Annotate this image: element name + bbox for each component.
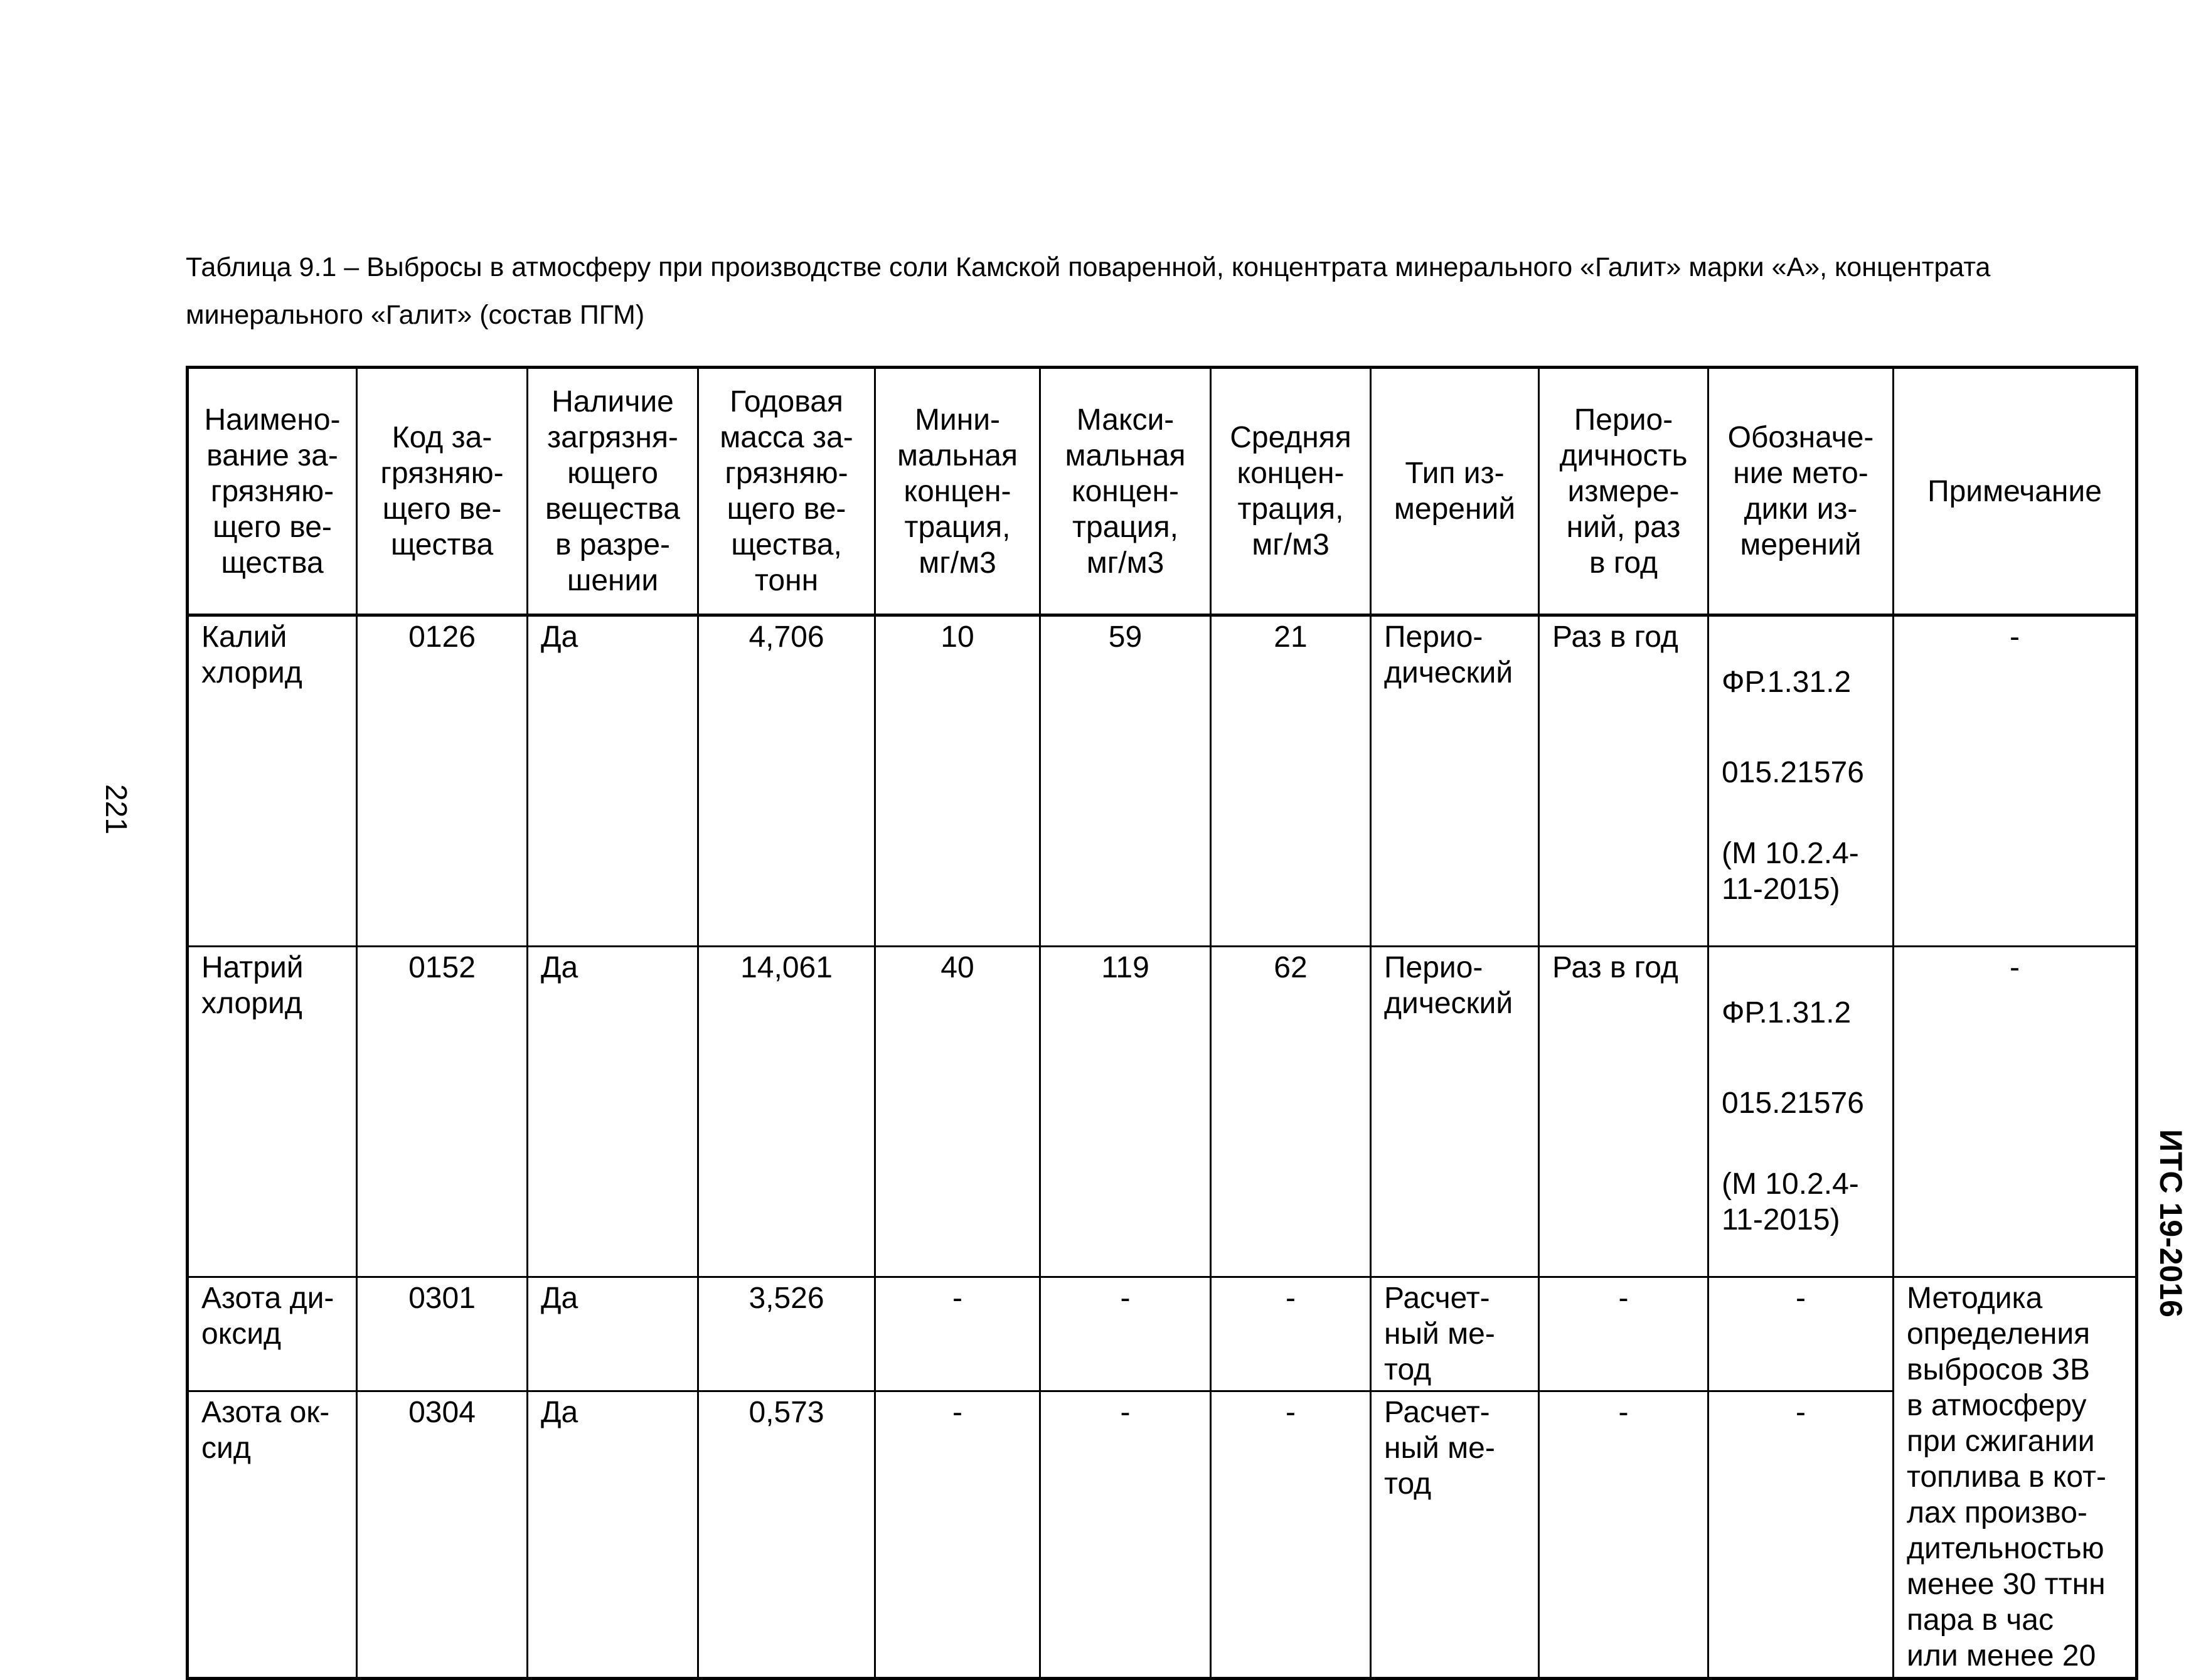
- measurement-period: Раз в год: [1539, 615, 1708, 947]
- min-concentration: -: [875, 1391, 1040, 1679]
- header-cell: Макси- мальная концен- трация, мг/м3: [1040, 368, 1211, 615]
- avg-concentration: 62: [1211, 947, 1371, 1277]
- substance-name: Натрий хлорид: [188, 947, 357, 1277]
- header-cell: Наличие загрязня- ющего вещества в разре- шении: [528, 368, 698, 615]
- max-concentration: 119: [1040, 947, 1211, 1277]
- method-designation: [1708, 947, 1894, 1277]
- table-row: [188, 947, 2137, 1277]
- header-cell: Обозначе- ние мето- дики из- мерений: [1708, 368, 1894, 615]
- substance-name: Калий хлорид: [188, 615, 357, 947]
- page-number: 221: [99, 784, 132, 835]
- header-row: [188, 368, 2137, 615]
- annual-mass: 0,573: [698, 1391, 875, 1679]
- emissions-table: [186, 366, 2138, 1680]
- substance-name: Азота ди- оксид: [188, 1277, 357, 1391]
- shared-note: Методика определения выбросов ЗВ в атмосферу при сжигании топлива в кот- лах произво- дительностью менее 30 ттнн пара в час или менее 20: [1894, 1277, 2137, 1679]
- permit-status: Да: [528, 1391, 698, 1679]
- avg-concentration: -: [1211, 1277, 1371, 1391]
- annual-mass: 14,061: [698, 947, 875, 1277]
- substance-name: Азота ок- сид: [188, 1391, 357, 1679]
- substance-code: 0126: [357, 615, 528, 947]
- header-cell: Тип из- мерений: [1371, 368, 1539, 615]
- method-line: 015.21576: [1722, 1087, 1864, 1120]
- measurement-type: Перио- дический: [1371, 615, 1539, 947]
- table-row: [188, 1277, 2137, 1391]
- method-line: ФР.1.31.2: [1722, 996, 1852, 1029]
- note: -: [1894, 615, 2137, 947]
- method-designation: -: [1708, 1391, 1894, 1679]
- max-concentration: -: [1040, 1277, 1211, 1391]
- method-line: 015.21576: [1722, 756, 1864, 789]
- measurement-type: Расчет- ный ме- тод: [1371, 1391, 1539, 1679]
- permit-status: Да: [528, 615, 698, 947]
- measurement-period: -: [1539, 1277, 1708, 1391]
- substance-code: 0152: [357, 947, 528, 1277]
- permit-status: Да: [528, 947, 698, 1277]
- measurement-type: Перио- дический: [1371, 947, 1539, 1277]
- substance-code: 0301: [357, 1277, 528, 1391]
- min-concentration: 10: [875, 615, 1040, 947]
- method-designation: -: [1708, 1277, 1894, 1391]
- avg-concentration: 21: [1211, 615, 1371, 947]
- measurement-period: -: [1539, 1391, 1708, 1679]
- measurement-type: Расчет- ный ме- тод: [1371, 1277, 1539, 1391]
- table-caption: Таблица 9.1 – Выбросы в атмосферу при производстве соли Камской поваренной, концентрата минерального «Галит» марки «А», концентрата минерального «Галит» (состав ПГМ): [186, 252, 1991, 330]
- avg-concentration: -: [1211, 1391, 1371, 1679]
- header-cell: Средняя концен- трация, мг/м3: [1211, 368, 1371, 615]
- method-line: (М 10.2.4- 11-2015): [1722, 1167, 1859, 1236]
- header-cell: Годовая масса за- грязняю- щего ве- щества, тонн: [698, 368, 875, 615]
- header-cell: Перио- дичность измере- ний, раз в год: [1539, 368, 1708, 615]
- method-line: (М 10.2.4- 11-2015): [1722, 837, 1859, 906]
- annual-mass: 4,706: [698, 615, 875, 947]
- header-cell: Наимено- вание за- грязняю- щего ве- щества: [188, 368, 357, 615]
- header-cell: Мини- мальная концен- трация, мг/м3: [875, 368, 1040, 615]
- permit-status: Да: [528, 1277, 698, 1391]
- max-concentration: 59: [1040, 615, 1211, 947]
- min-concentration: 40: [875, 947, 1040, 1277]
- header-cell: Примечание: [1894, 368, 2137, 615]
- method-designation: [1708, 615, 1894, 947]
- header-cell: Код за- грязняю- щего ве- щества: [357, 368, 528, 615]
- note: -: [1894, 947, 2137, 1277]
- measurement-period: Раз в год: [1539, 947, 1708, 1277]
- annual-mass: 3,526: [698, 1277, 875, 1391]
- method-line: ФР.1.31.2: [1722, 666, 1852, 699]
- table-row: [188, 1391, 2137, 1679]
- max-concentration: -: [1040, 1391, 1211, 1679]
- document-id: ИТС 19-2016: [2153, 1129, 2188, 1317]
- min-concentration: -: [875, 1277, 1040, 1391]
- substance-code: 0304: [357, 1391, 528, 1679]
- table-row: [188, 615, 2137, 947]
